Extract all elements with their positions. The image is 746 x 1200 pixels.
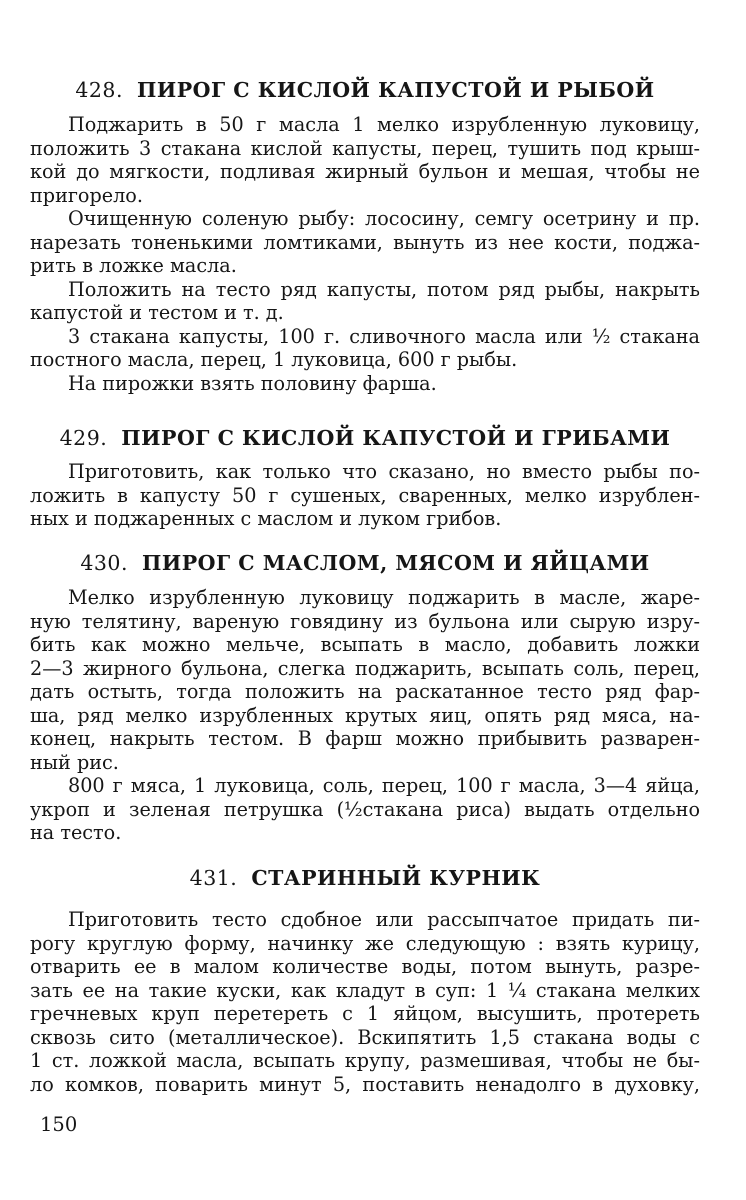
recipe-heading: [30, 864, 700, 892]
text-line: положить 3 стакана кислой капусты, перец, тушить под крыш-: [30, 136, 700, 160]
text-line: конец, накрыть тестом. В фарш можно прибывить разварен-: [30, 727, 700, 750]
recipe-heading: [30, 424, 700, 452]
text-line: Приготовить, как только что сказано, но вместо рыбы по-: [68, 460, 700, 483]
text-line: ных и поджаренных с маслом и луком грибов.: [30, 507, 502, 530]
text-line: укроп и зеленая петрушка (½стакана риса) выдать отдельно: [30, 797, 700, 821]
recipe-431: [30, 864, 700, 1096]
recipe-429: [30, 424, 700, 531]
text-line: ный рис.: [30, 750, 119, 774]
text-line: 3 стакана капусты, 100 г. сливочного масла или ½ стакана: [68, 324, 700, 348]
text-line: постного масла, перец, 1 луковица, 600 г рыбы.: [30, 348, 518, 371]
text-line: бить как можно мельче, всыпать в масло, добавить ложки: [30, 633, 700, 656]
recipe-title: ПИРОГ С КИСЛОЙ КАПУСТОЙ И ГРИБАМИ: [121, 426, 671, 450]
text-line: пригорело.: [30, 183, 143, 207]
text-line: нарезать тоненькими ломтиками, вынуть из нее кости, поджа-: [30, 230, 700, 254]
text-line: отварить ее в малом количестве воды, потом вынуть, разре-: [30, 955, 700, 978]
text-line: гречневых круп перетереть с 1 яйцом, высушить, протереть: [30, 1002, 700, 1025]
text-line: дать остыть, тогда положить на раскатанное тесто ряд фар-: [30, 680, 700, 703]
page-number: 150: [40, 1113, 78, 1136]
text-line: кой до мягкости, подливая жирный бульон и мешая, чтобы не: [30, 160, 700, 183]
recipe-430: [30, 549, 700, 845]
recipe-number: 430.: [80, 551, 128, 575]
text-line: ша, ряд мелко изрубленных крутых яиц, опять ряд мяса, на-: [30, 703, 700, 727]
text-line: рогу круглую форму, начинку же следующую : взять курицу,: [30, 931, 700, 955]
text-line: на тесто.: [30, 821, 122, 844]
text-line: зать ее на такие куски, как кладут в суп: 1 ¼ стакана мелких: [30, 978, 700, 1002]
text-line: ло комков, поварить минут 5, поставить ненадолго в духовку,: [30, 1072, 700, 1096]
recipe-number: 428.: [75, 78, 123, 102]
text-line: рить в ложке масла.: [30, 254, 237, 277]
recipe-title: ПИРОГ С МАСЛОМ, МЯСОМ И ЯЙЦАМИ: [141, 551, 650, 575]
text-line: На пирожки взять половину фарша.: [68, 371, 437, 395]
text-line: 1 ст. ложкой масла, всыпать крупу, размешивая, чтобы не бы-: [30, 1049, 700, 1072]
recipe-title: ПИРОГ С КИСЛОЙ КАПУСТОЙ И РЫБОЙ: [137, 78, 655, 102]
text-line: сквозь сито (металлическое). Вскипятить 1,5 стакана воды с: [30, 1025, 700, 1049]
text-line: Поджарить в 50 г масла 1 мелко изрубленную луковицу,: [68, 113, 700, 136]
recipe-heading: [30, 549, 700, 577]
text-line: Положить на тесто ряд капусты, потом ряд рыбы, накрыть: [68, 277, 700, 301]
text-line: Приготовить тесто сдобное или рассыпчатое придать пи-: [68, 908, 700, 931]
recipe-428: [30, 76, 700, 395]
text-line: ную телятину, вареную говядину из бульона или сырую изру-: [30, 609, 700, 633]
recipe-number: 431.: [189, 866, 238, 890]
recipe-heading: [30, 76, 700, 104]
text-line: ложить в капусту 50 г сушеных, сваренных, мелко изрублен-: [30, 483, 700, 507]
recipe-title: СТАРИННЫЙ КУРНИК: [251, 866, 541, 890]
text-line: 2—3 жирного бульона, слегка поджарить, всыпать соль, перец,: [30, 656, 700, 680]
text-line: Очищенную соленую рыбу: лососину, семгу осетрину и пр.: [68, 207, 700, 230]
text-line: капустой и тестом и т. д.: [30, 301, 284, 324]
text-line: Мелко изрубленную луковицу поджарить в масле, жаре-: [68, 586, 700, 609]
text-line: 800 г мяса, 1 луковица, соль, перец, 100 г масла, 3—4 яйца,: [68, 774, 700, 797]
recipe-number: 429.: [59, 426, 108, 450]
